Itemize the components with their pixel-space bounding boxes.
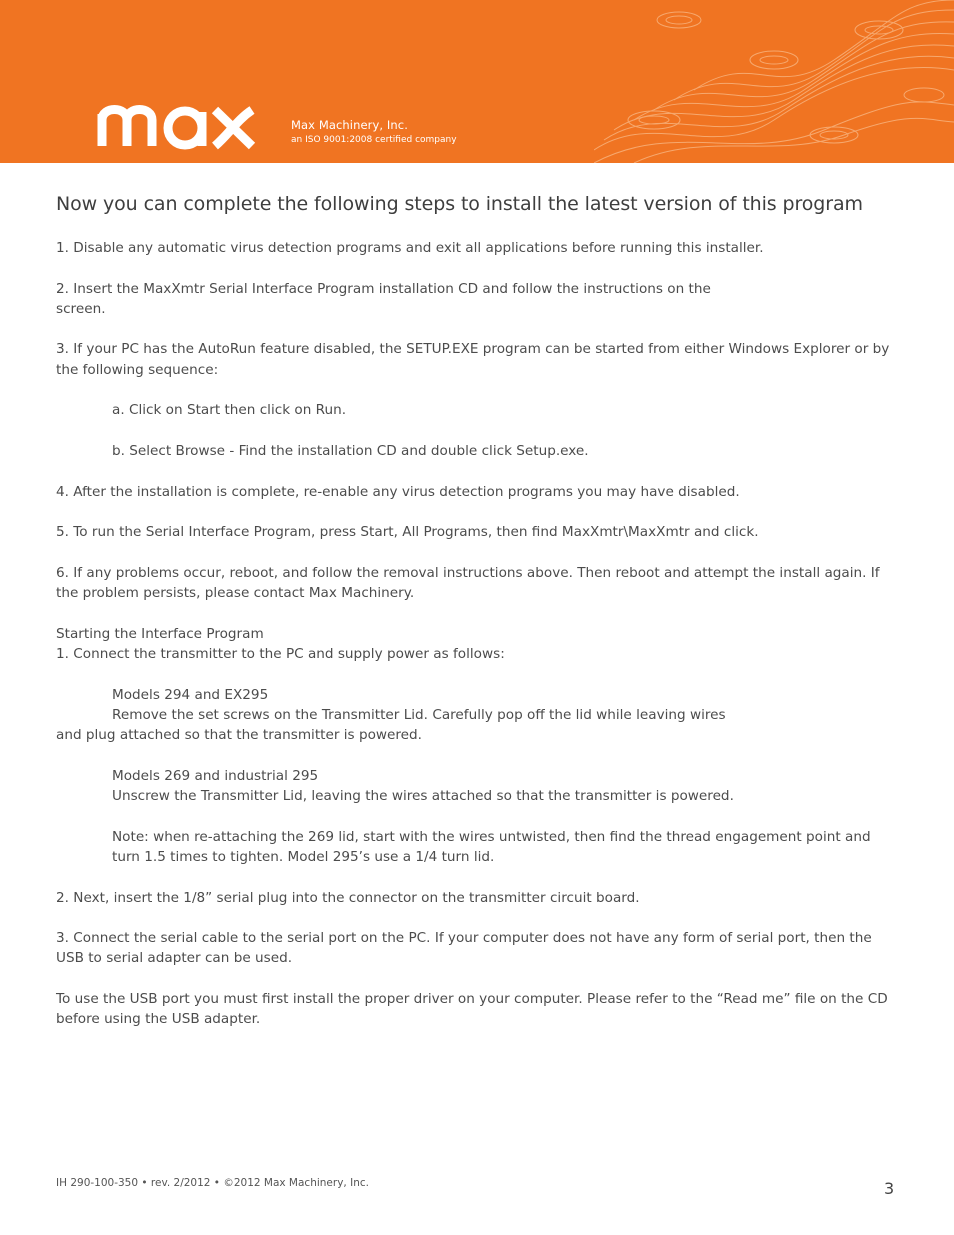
section-title-starting: Starting the Interface Program [56, 625, 264, 642]
models-269-title: Models 269 and industrial 295 [112, 767, 319, 784]
header-banner [0, 0, 954, 163]
instructions-body [56, 238, 901, 1050]
page-title: Now you can complete the following steps to install the latest version of this program [56, 193, 863, 215]
start-step-2: 2. Next, insert the 1/8” serial plug into the connector on the transmitter circuit board. [56, 889, 640, 906]
install-step-3a: a. Click on Start then click on Run. [112, 402, 347, 419]
models-269-text: Unscrew the Transmitter Lid, leaving the wires attached so that the transmitter is powered. [112, 788, 734, 805]
decorative-wave-pattern [594, 0, 954, 163]
footer-doc-info: IH 290-100-350 • rev. 2/2012 • ©2012 Max Machinery, Inc. [56, 1177, 369, 1189]
page-number: 3 [884, 1179, 895, 1198]
install-step-3b: b. Select Browse - Find the installation CD and double click Setup.exe. [112, 442, 589, 459]
install-step-4: 4. After the installation is complete, re-enable any virus detection programs you may have disabled. [56, 483, 740, 500]
max-logo [97, 94, 259, 150]
models-294-text: Remove the set screws on the Transmitter Lid. Carefully pop off the lid while leaving wires and plug attached so that the transmitter is powered. [56, 706, 726, 744]
install-step-6: 6. If any problems occur, reboot, and follow the removal instructions above. Then reboot and attempt the install again. If the problem persists, please contact Max Machinery. [56, 564, 880, 602]
usb-note: To use the USB port you must first install the proper driver on your computer. Please refer to the “Read me” file on the CD before using the USB adapter. [56, 990, 888, 1028]
install-step-3: 3. If your PC has the AutoRun feature disabled, the SETUP.EXE program can be started from either Windows Explorer or by the following sequence: [56, 341, 890, 378]
start-step-1: 1. Connect the transmitter to the PC and supply power as follows: [56, 645, 505, 662]
company-name: Max Machinery, Inc. [291, 118, 408, 132]
install-step-2: 2. Insert the MaxXmtr Serial Interface Program installation CD and follow the instructions on the screen. [56, 280, 711, 317]
company-tagline: an ISO 9001:2008 certified company [291, 135, 457, 145]
lid-note: Note: when re-attaching the 269 lid, start with the wires untwisted, then find the thread engagement point and turn 1.5 times to tighten. Model 295’s use a 1/4 turn lid. [112, 828, 871, 865]
models-294-title: Models 294 and EX295 [112, 686, 269, 703]
start-step-3: 3. Connect the serial cable to the serial port on the PC. If your computer does not have any form of serial port, then the USB to serial adapter can be used. [56, 930, 872, 967]
install-step-5: 5. To run the Serial Interface Program, press Start, All Programs, then find MaxXmtr\MaxXmtr and click. [56, 524, 759, 541]
install-step-1: 1. Disable any automatic virus detection programs and exit all applications before running this installer. [56, 240, 764, 256]
